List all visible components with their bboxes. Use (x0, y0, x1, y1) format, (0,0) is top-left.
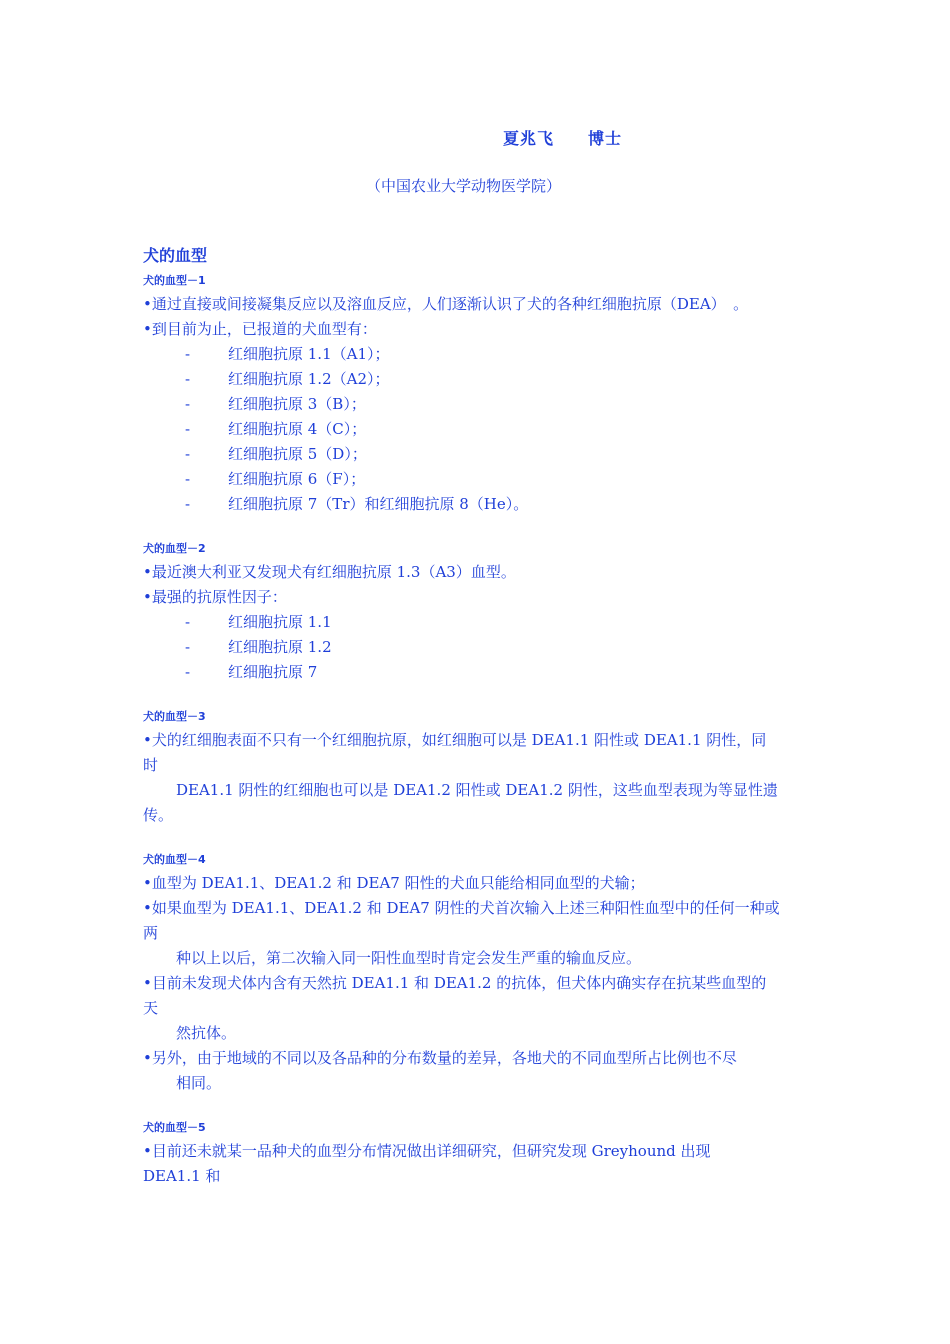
list-item: - 红细胞抗原 6（F）； (185, 470, 366, 488)
bullet-line: •如果血型为 DEA1.1、DEA1.2 和 DEA7 阴性的犬首次输入上述三种阳性血型中的任何一种或 (143, 899, 780, 917)
bullet-line: •目前还未就某一品种犬的血型分布情况做出详细研究，但研究发现 Greyhound 出现 (143, 1142, 711, 1160)
list-item: - 红细胞抗原 7（Tr）和红细胞抗原 8（He）。 (185, 495, 529, 513)
bullet-line: •最近澳大利亚又发现犬有红细胞抗原 1.3（A3）血型。 (143, 563, 516, 581)
bullet-line: •目前未发现犬体内含有天然抗 DEA1.1 和 DEA1.2 的抗体，但犬体内确实存在抗某些血型的 (143, 974, 767, 992)
text-line: 传。 (143, 806, 174, 824)
list-item: - 红细胞抗原 3（B）； (185, 395, 366, 413)
bullet-line: •血型为 DEA1.1、DEA1.2 和 DEA7 阳性的犬血只能给相同血型的犬输； (143, 874, 645, 892)
author-affiliation: （中国农业大学动物医学院） (366, 177, 562, 195)
section-heading: 犬的血型－4 (143, 853, 206, 866)
bullet-line: •最强的抗原性因子： (143, 588, 287, 606)
document-title: 犬的血型 (143, 246, 208, 265)
section-4 (143, 852, 813, 1096)
list-item: - 红细胞抗原 1.1（A1）； (185, 345, 390, 363)
document-body (143, 245, 813, 1189)
text-line: 然抗体。 (176, 1024, 237, 1042)
list-item: - 红细胞抗原 1.2 (185, 638, 332, 656)
text-line: 相同。 (176, 1074, 222, 1092)
list-item: - 红细胞抗原 5（D）； (185, 445, 367, 463)
text-line: 天 (143, 999, 159, 1017)
author-name: 夏兆飞 博士 (503, 129, 623, 148)
section-3 (143, 709, 813, 828)
section-heading: 犬的血型－5 (143, 1121, 206, 1134)
section-heading: 犬的血型－2 (143, 542, 206, 555)
section-2 (143, 541, 813, 685)
text-line: 种以上以后，第二次输入同一阳性血型时肯定会发生严重的输血反应。 (176, 949, 642, 967)
section-heading: 犬的血型－3 (143, 710, 206, 723)
section-1 (143, 273, 813, 517)
bullet-line: •另外，由于地域的不同以及各品种的分布数量的差异，各地犬的不同血型所占比例也不尽 (143, 1049, 737, 1067)
text-line: DEA1.1 和 (143, 1167, 221, 1185)
bullet-line: •通过直接或间接凝集反应以及溶血反应，人们逐渐认识了犬的各种红细胞抗原（DEA） 。 (143, 295, 749, 313)
section-5 (143, 1120, 813, 1189)
list-item: - 红细胞抗原 4（C）； (185, 420, 367, 438)
text-line: DEA1.1 阴性的红细胞也可以是 DEA1.2 阳性或 DEA1.2 阴性，这些血型表现为等显性遗 (176, 781, 778, 799)
list-item: - 红细胞抗原 7 (185, 663, 318, 681)
list-item: - 红细胞抗原 1.1 (185, 613, 332, 631)
section-heading: 犬的血型－1 (143, 274, 206, 287)
list-item: - 红细胞抗原 1.2（A2）； (185, 370, 390, 388)
bullet-line: •到目前为止，已报道的犬血型有： (143, 320, 377, 338)
text-line: 时 (143, 756, 159, 774)
text-line: 两 (143, 924, 159, 942)
bullet-line: •犬的红细胞表面不只有一个红细胞抗原，如红细胞可以是 DEA1.1 阳性或 DEA1.1 阴性，同 (143, 731, 767, 749)
